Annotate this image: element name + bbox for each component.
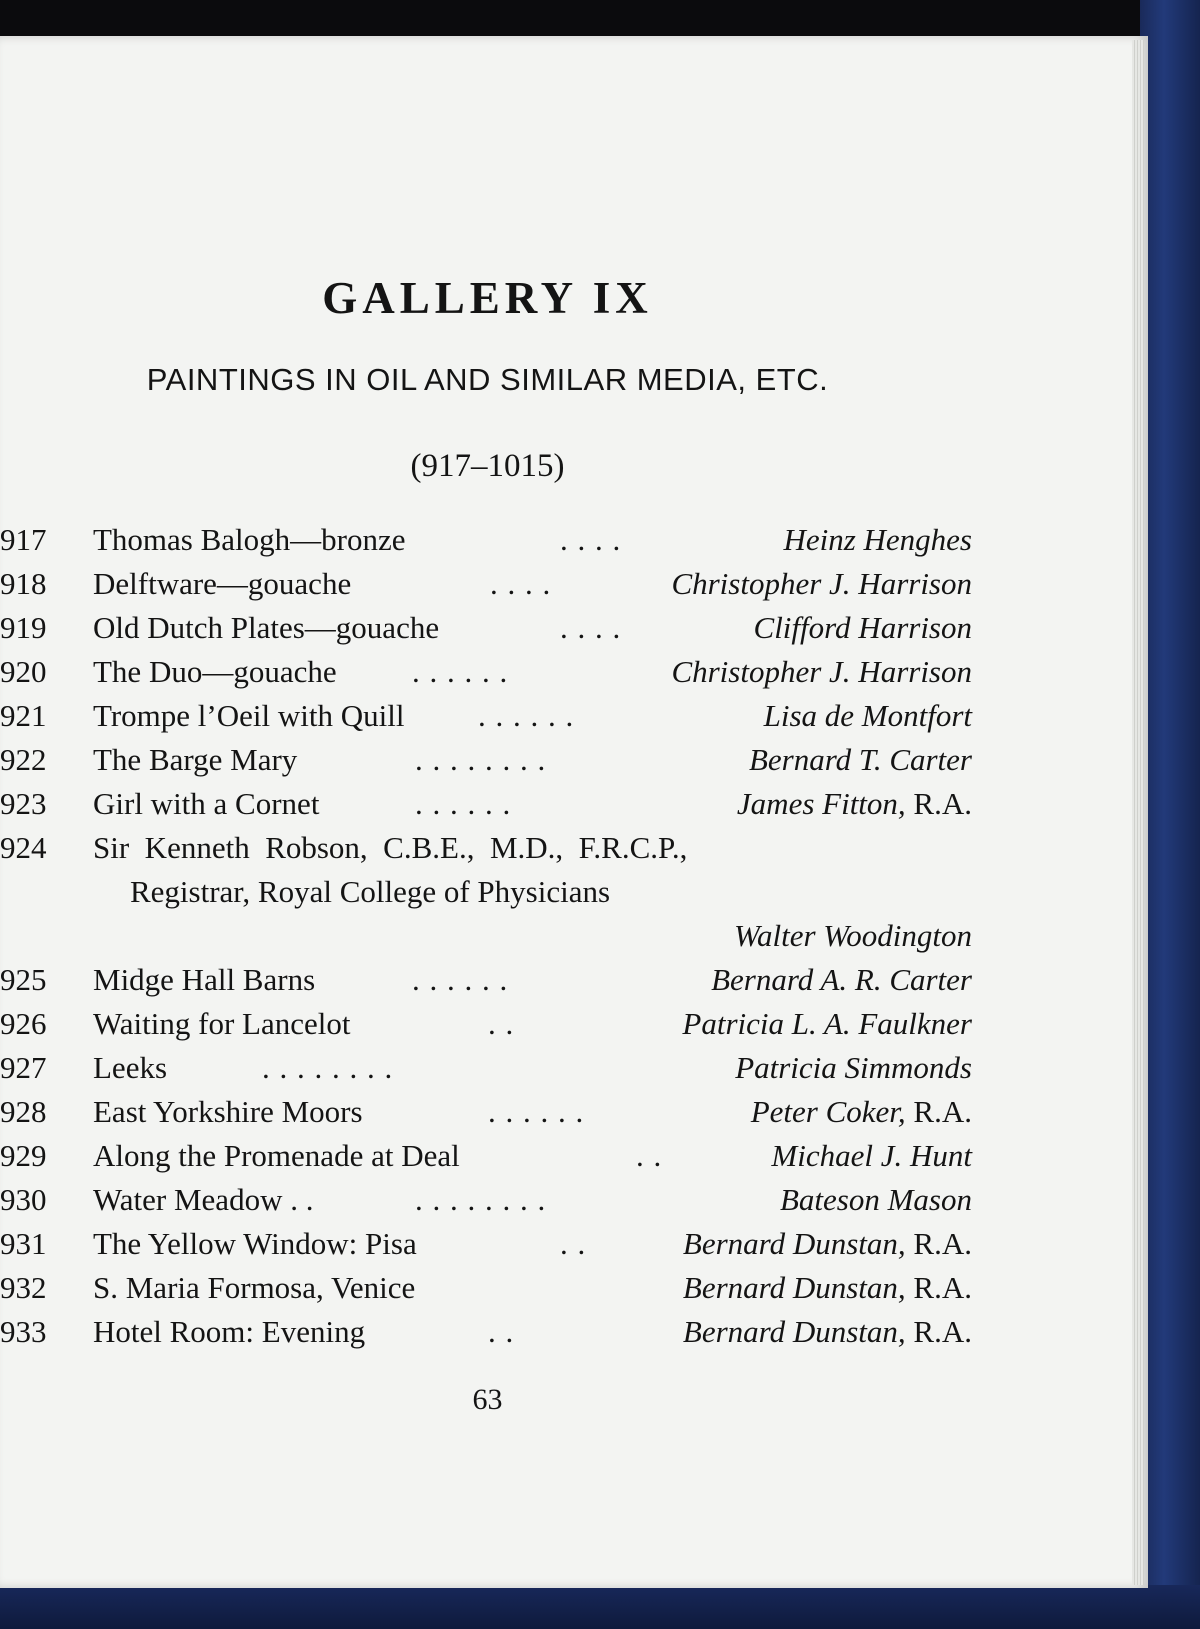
entry-row <box>0 606 975 650</box>
entry-row <box>0 562 975 606</box>
entry-leaders: . . . . . . <box>412 654 509 689</box>
entry-artist <box>683 1310 972 1354</box>
entry-title: Thomas Balogh—bronze <box>93 522 406 557</box>
entry-row <box>0 694 975 738</box>
entry-leaders: . . . . <box>490 566 552 601</box>
entry-list <box>0 518 975 1354</box>
entry-title: Waiting for Lancelot <box>93 1006 351 1041</box>
entry-title: Along the Promenade at Deal <box>93 1138 460 1173</box>
entry-row <box>0 1046 975 1090</box>
entry-leaders: . . <box>636 1138 663 1173</box>
entry-row <box>0 1002 975 1046</box>
entry-number: 918 <box>0 566 47 601</box>
entry-number: 927 <box>0 1050 47 1085</box>
entry-title: Sir Kenneth Robson, C.B.E., M.D., F.R.C.P., <box>93 830 688 865</box>
artist-name: Walter Woodington <box>734 918 972 953</box>
entry-row <box>0 1310 975 1354</box>
artist-name: Christopher J. Harrison <box>671 654 972 689</box>
artist-suffix: R.A. <box>905 1270 972 1305</box>
entry-leaders: . . <box>560 1226 587 1261</box>
entry-artist <box>780 1178 972 1222</box>
entry-leaders: . . . . <box>560 522 622 557</box>
entry-row-continuation <box>0 870 975 914</box>
book-cover-bottom <box>0 1585 1200 1629</box>
entry-number: 928 <box>0 1094 47 1129</box>
artist-name: James Fitton, <box>736 786 906 821</box>
entry-leaders: . . <box>488 1314 515 1349</box>
entry-artist <box>735 1046 972 1090</box>
entry-title: Hotel Room: Evening <box>93 1314 366 1349</box>
gallery-subtitle: PAINTINGS IN OIL AND SIMILAR MEDIA, ETC. <box>146 362 829 397</box>
entry-number: 923 <box>0 786 47 821</box>
entry-artist <box>682 1002 972 1046</box>
entry-title: S. Maria Formosa, Venice <box>93 1270 416 1305</box>
artist-suffix: R.A. <box>905 1094 972 1129</box>
entry-row <box>0 518 975 562</box>
entry-title: Girl with a Cornet <box>93 786 320 821</box>
entry-leaders: . . . . . . . . <box>262 1050 394 1085</box>
artist-name: Bernard Dunstan, <box>682 1314 906 1349</box>
catalogue-range: (917–1015) <box>410 448 565 484</box>
gallery-title: GALLERY IX <box>322 273 653 323</box>
entry-number: 925 <box>0 962 47 997</box>
entry-row <box>0 782 975 826</box>
entry-row <box>0 826 975 870</box>
entry-number: 930 <box>0 1182 47 1217</box>
artist-name: Patricia L. A. Faulkner <box>682 1006 972 1041</box>
entry-row <box>0 650 975 694</box>
entry-leaders: . . . . . . <box>478 698 575 733</box>
entry-number: 931 <box>0 1226 47 1261</box>
book-cover-edge <box>1140 0 1200 1629</box>
entry-number: 924 <box>0 830 47 865</box>
entry-number: 933 <box>0 1314 47 1349</box>
entry-row <box>0 738 975 782</box>
entry-leaders: . . <box>488 1006 515 1041</box>
entry-title: Delftware—gouache <box>93 566 352 601</box>
entry-artist <box>734 914 972 958</box>
entry-title: Midge Hall Barns <box>93 962 316 997</box>
entry-artist <box>771 1134 972 1178</box>
entry-row <box>0 1178 975 1222</box>
entry-number: 919 <box>0 610 47 645</box>
entry-row <box>0 958 975 1002</box>
entry-artist <box>671 562 972 606</box>
artist-name: Michael J. Hunt <box>771 1138 972 1173</box>
artist-name: Christopher J. Harrison <box>671 566 972 601</box>
entry-row-artist-line <box>0 914 975 958</box>
artist-name: Bernard A. R. Carter <box>711 962 972 997</box>
entry-number: 932 <box>0 1270 47 1305</box>
entry-leaders: . . . . . . . . <box>415 1182 547 1217</box>
entry-artist <box>711 958 972 1002</box>
entry-artist <box>737 782 972 826</box>
entry-number: 921 <box>0 698 47 733</box>
entry-row <box>0 1134 975 1178</box>
entry-title: Old Dutch Plates—gouache <box>93 610 440 645</box>
entry-leaders: . . . . . . . . <box>415 742 547 777</box>
artist-name: Bernard Dunstan, <box>682 1270 906 1305</box>
entry-artist <box>683 1222 972 1266</box>
entry-row <box>0 1266 975 1310</box>
artist-name: Clifford Harrison <box>753 610 972 645</box>
entry-title: Trompe l’Oeil with Quill <box>93 698 405 733</box>
entry-leaders: . . . . . . <box>488 1094 585 1129</box>
entry-leaders: . . . . . . <box>412 962 509 997</box>
entry-artist <box>671 650 972 694</box>
artist-name: Heinz Henghes <box>783 522 972 557</box>
entry-title: The Yellow Window: Pisa <box>93 1226 417 1261</box>
artist-name: Patricia Simmonds <box>735 1050 972 1085</box>
entry-title-continuation: Registrar, Royal College of Physicians <box>130 874 611 909</box>
artist-name: Lisa de Montfort <box>763 698 972 733</box>
entry-number: 926 <box>0 1006 47 1041</box>
artist-name: Bernard Dunstan, <box>682 1226 906 1261</box>
entry-artist <box>749 738 972 782</box>
entry-artist <box>783 518 972 562</box>
entry-number: 920 <box>0 654 47 689</box>
page-number: 63 <box>472 1383 503 1416</box>
page-stack-edge <box>1132 40 1144 1585</box>
entry-leaders: . . . . . . <box>415 786 512 821</box>
entry-title: Water Meadow . . <box>93 1182 314 1217</box>
entry-row <box>0 1222 975 1266</box>
entry-number: 929 <box>0 1138 47 1173</box>
artist-name: Bernard T. Carter <box>748 742 972 777</box>
entry-artist <box>764 694 972 738</box>
entry-title: East Yorkshire Moors <box>93 1094 363 1129</box>
entry-title: Leeks <box>93 1050 168 1085</box>
entry-number: 922 <box>0 742 47 777</box>
artist-suffix: R.A. <box>905 786 972 821</box>
entry-number: 917 <box>0 522 47 557</box>
entry-artist <box>683 1266 972 1310</box>
entry-artist <box>754 606 972 650</box>
entry-leaders: . . . . <box>560 610 622 645</box>
entry-artist <box>751 1090 972 1134</box>
artist-name: Bateson Mason <box>779 1182 972 1217</box>
artist-suffix: R.A. <box>905 1226 972 1261</box>
entry-title: The Barge Mary <box>93 742 298 777</box>
artist-suffix: R.A. <box>905 1314 972 1349</box>
artist-name: Peter Coker, <box>750 1094 906 1129</box>
entry-row <box>0 1090 975 1134</box>
entry-title: The Duo—gouache <box>93 654 337 689</box>
